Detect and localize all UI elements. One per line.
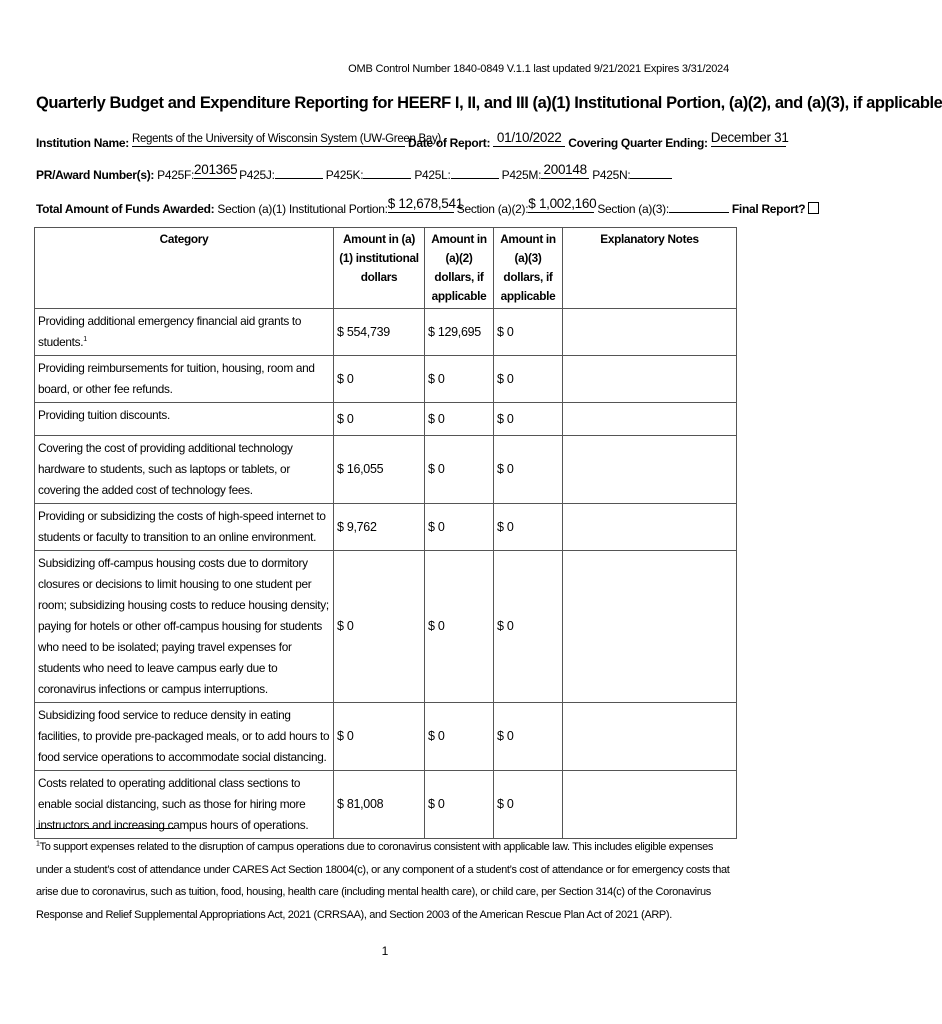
- category-cell: Providing or subsidizing the costs of high-speed internet to students or faculty to transition to an online environment.: [35, 504, 334, 551]
- p425j-field[interactable]: [275, 166, 323, 179]
- category-cell: Costs related to operating additional class sections to enable social distancing, such as those for hiring more instructors and increasing campus hours of operations.: [35, 771, 334, 839]
- p425l-field[interactable]: [451, 166, 499, 179]
- footnote-ref: 1: [83, 336, 87, 344]
- table-row: [35, 356, 737, 403]
- a1-amount-cell[interactable]: $ 0: [334, 356, 425, 403]
- a3-amount-cell[interactable]: $ 0: [494, 551, 563, 703]
- a3-funds-label: Section (a)(3):: [597, 202, 669, 216]
- a3-funds-field[interactable]: [669, 200, 729, 213]
- a2-amount-cell[interactable]: $ 0: [425, 551, 494, 703]
- final-report-label: Final Report?: [731, 202, 806, 216]
- a1-amount-cell[interactable]: $ 81,008: [334, 771, 425, 839]
- footnote: [36, 836, 736, 926]
- p425k-field[interactable]: [363, 166, 411, 179]
- a2-amount-cell[interactable]: $ 0: [425, 504, 494, 551]
- a1-funds-field[interactable]: [387, 196, 463, 213]
- form-title: Quarterly Budget and Expenditure Reporting for HEERF I, II, and III (a)(1) Institutional Portion, (a)(2), and (a)(3), if applicable: [36, 94, 942, 112]
- a1-amount-cell[interactable]: $ 16,055: [334, 436, 425, 504]
- a2-amount-cell[interactable]: $ 129,695: [425, 309, 494, 356]
- award-line: [36, 162, 672, 182]
- footnote-marker: 1: [36, 840, 40, 848]
- a2-funds-label: Section (a)(2):: [456, 202, 529, 216]
- notes-cell[interactable]: [563, 436, 737, 504]
- date-of-report-label: Date of Report:: [408, 136, 491, 150]
- institution-name-field[interactable]: [131, 133, 441, 147]
- notes-cell[interactable]: [563, 504, 737, 551]
- a2-amount-cell[interactable]: $ 0: [425, 703, 494, 771]
- a2-amount-cell[interactable]: $ 0: [425, 436, 494, 504]
- p425m-label: P425M:: [501, 168, 542, 182]
- notes-cell[interactable]: [563, 703, 737, 771]
- award-label: PR/Award Number(s):: [36, 168, 155, 182]
- institution-line: [36, 130, 789, 150]
- p425m-value: 200148: [543, 162, 587, 177]
- notes-cell[interactable]: [563, 309, 737, 356]
- a1-amount-cell[interactable]: $ 0: [334, 551, 425, 703]
- date-of-report-value: 01/10/2022: [496, 130, 562, 145]
- a2-amount-cell[interactable]: $ 0: [425, 771, 494, 839]
- footnote-text: To support expenses related to the disruption of campus operations due to coronavirus consistent with applicable law. This includes eligible expenses under a student’s cost of attendance under CARES Act Section 18004(c), or any component of a student’s cost of attendance or for emergency costs that arise due to coronavirus, such as tuition, food, housing, health care (including mental health care), or child care, per Section 314(c) of the Coronavirus Response and Relief Supplemental Appropriations Act, 2021 (CRRSAA), and Section 2003 of the American Rescue Plan Act of 2021 (ARP).: [36, 841, 730, 921]
- header-a2-amount: Amount in (a)(2) dollars, if applicable: [425, 228, 494, 309]
- table-row: [35, 403, 737, 436]
- category-cell: Subsidizing food service to reduce density in eating facilities, to provide pre-packaged meals, or to add hours to food service operations to accommodate social distancing.: [35, 703, 334, 771]
- category-cell: Subsidizing off-campus housing costs due to dormitory closures or decisions to limit housing to one student per room; subsidizing housing costs to reduce housing density; paying for hotels or other off-campus housing for students who need to be isolated; paying travel expenses for students who need to leave campus early due to coronavirus infections or campus interruptions.: [35, 551, 334, 703]
- a1-amount-cell[interactable]: $ 0: [334, 703, 425, 771]
- category-cell: Providing tuition discounts.: [35, 403, 334, 436]
- funds-line: [36, 196, 819, 216]
- table-header-row: [35, 228, 737, 309]
- institution-name-value: Regents of the University of Wisconsin System (UW-Green Bay): [131, 133, 441, 145]
- final-report-checkbox[interactable]: [808, 202, 819, 214]
- date-of-report-field[interactable]: [493, 130, 565, 147]
- a2-amount-cell[interactable]: $ 0: [425, 356, 494, 403]
- header-a3-amount: Amount in (a)(3) dollars, if applicable: [494, 228, 563, 309]
- a1-funds-label: Section (a)(1) Institutional Portion:: [217, 202, 388, 216]
- p425j-label: P425J:: [239, 168, 275, 182]
- a1-amount-cell[interactable]: $ 0: [334, 403, 425, 436]
- notes-cell[interactable]: [563, 403, 737, 436]
- a3-amount-cell[interactable]: $ 0: [494, 309, 563, 356]
- a1-funds-value: $ 12,678,541: [387, 196, 463, 211]
- p425f-value: 201365: [194, 162, 238, 177]
- expenditure-table: [34, 227, 737, 839]
- a3-amount-cell[interactable]: $ 0: [494, 436, 563, 504]
- p425n-field[interactable]: [630, 166, 672, 179]
- header-explanatory-notes: Explanatory Notes: [563, 228, 737, 309]
- table-row: [35, 703, 737, 771]
- page-number: 1: [381, 944, 389, 958]
- a3-amount-cell[interactable]: $ 0: [494, 403, 563, 436]
- a2-funds-value: $ 1,002,160: [528, 196, 597, 211]
- p425m-field[interactable]: [541, 162, 589, 179]
- table-row: [35, 551, 737, 703]
- quarter-ending-label: Covering Quarter Ending:: [568, 136, 708, 150]
- funds-label: Total Amount of Funds Awarded:: [36, 202, 215, 216]
- a1-amount-cell[interactable]: $ 554,739: [334, 309, 425, 356]
- p425n-label: P425N:: [592, 168, 631, 182]
- a3-amount-cell[interactable]: $ 0: [494, 504, 563, 551]
- category-cell: Covering the cost of providing additional technology hardware to students, such as laptops or tablets, or covering the added cost of technology fees.: [35, 436, 334, 504]
- header-a1-amount: Amount in (a)(1) institutional dollars: [334, 228, 425, 309]
- category-cell: Providing reimbursements for tuition, housing, room and board, or other fee refunds.: [35, 356, 334, 403]
- a3-amount-cell[interactable]: $ 0: [494, 356, 563, 403]
- a2-funds-field[interactable]: [528, 196, 597, 213]
- omb-control-line: OMB Control Number 1840-0849 V.1.1 last updated 9/21/2021 Expires 3/31/2024: [348, 63, 729, 75]
- institution-label: Institution Name:: [36, 136, 129, 150]
- a2-amount-cell[interactable]: $ 0: [425, 403, 494, 436]
- p425f-label: P425F:: [157, 168, 195, 182]
- a1-amount-cell[interactable]: $ 9,762: [334, 504, 425, 551]
- p425f-field[interactable]: [194, 162, 238, 179]
- category-text: Providing additional emergency financial aid grants to students.: [38, 314, 302, 349]
- table-row: [35, 309, 737, 356]
- a3-amount-cell[interactable]: $ 0: [494, 703, 563, 771]
- notes-cell[interactable]: [563, 551, 737, 703]
- quarter-ending-value: December 31: [710, 130, 789, 145]
- notes-cell[interactable]: [563, 356, 737, 403]
- category-cell: [35, 309, 334, 356]
- header-category: Category: [35, 228, 334, 309]
- footnote-divider: [36, 828, 174, 829]
- table-row: [35, 436, 737, 504]
- table-row: [35, 504, 737, 551]
- a3-amount-cell[interactable]: $ 0: [494, 771, 563, 839]
- p425l-label: P425L:: [414, 168, 451, 182]
- quarter-ending-field[interactable]: [710, 130, 789, 147]
- p425k-label: P425K:: [325, 168, 364, 182]
- notes-cell[interactable]: [563, 771, 737, 839]
